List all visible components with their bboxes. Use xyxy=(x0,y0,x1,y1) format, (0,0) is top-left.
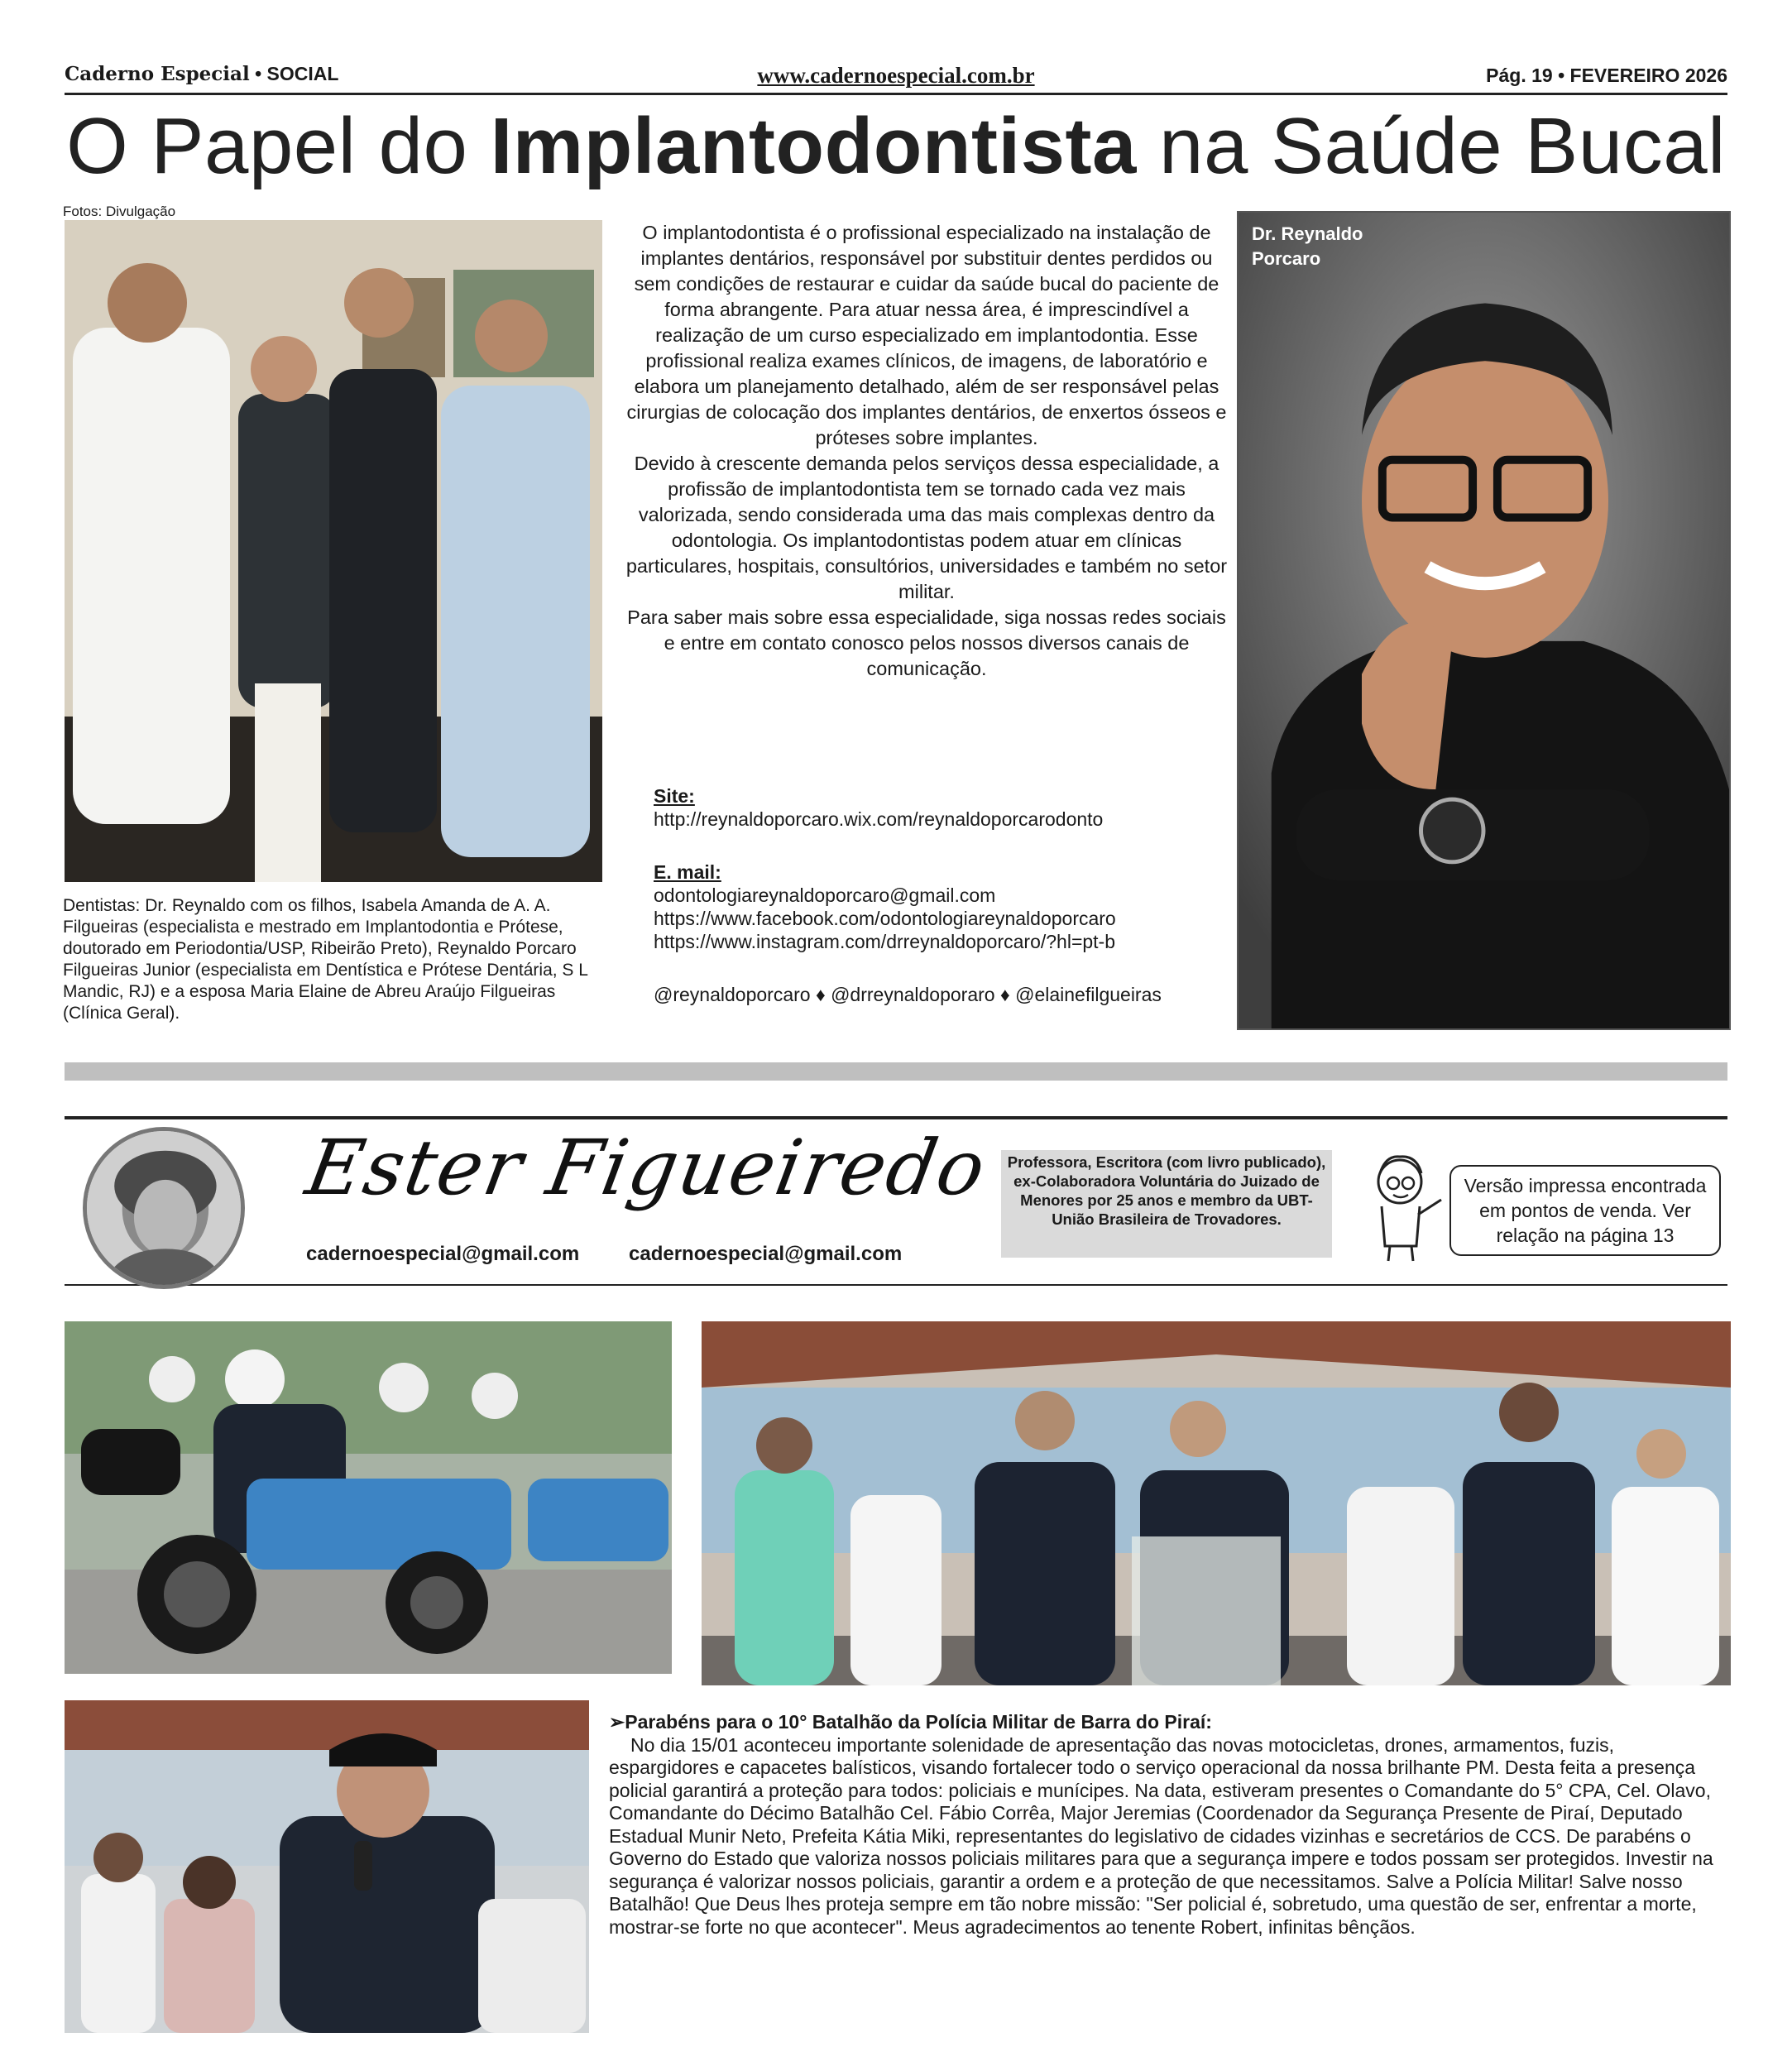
portrait-name: Dr. Reynaldo Porcaro xyxy=(1252,223,1363,269)
author-signature: Ester Figueiredo xyxy=(299,1124,994,1212)
family-photo xyxy=(65,220,602,882)
author-bio: Professora, Escritora (com livro publicado), ex-Colaboradora Voluntária do Juizado de Menores por 25 anos e membro da UBT-União Brasileira de Trovadores. xyxy=(1001,1150,1332,1258)
news-title: ➢Parabéns para o 10° Batalhão da Polícia Militar de Barra do Piraí: xyxy=(609,1711,1212,1733)
section-divider xyxy=(65,1062,1727,1081)
section-name: SOCIAL xyxy=(266,63,339,84)
ceremony-photo xyxy=(702,1321,1731,1685)
page-info: Pág. 19 • FEVEREIRO 2026 xyxy=(1486,65,1727,86)
brand-name: Caderno Especial xyxy=(65,63,250,85)
site-label: Site: xyxy=(654,785,695,807)
article-paragraph: O implantodontista é o profissional especializado na instalação de implantes dentários, responsável por substituir dentes perdidos ou sem condições de restaurar e cuidar da saúde bucal do paciente de forma abrangente. Para atuar nessa área, é imprescindível a realização de um curso especializado em implantodontia. Esse profissional realiza exames clínicos, de imagens, de laboratório e elabora um planejamento detalhado, além de ser responsável pelas cirurgias de colocação dos implantes dentários, de enxertos ósseos e próteses sobre implantes. xyxy=(626,222,1227,448)
column-rule-top xyxy=(65,1116,1727,1119)
reader-cartoon-icon xyxy=(1365,1148,1448,1264)
article-paragraph: Para saber mais sobre essa especialidade, siga nossas redes sociais e entre em contato conosco pelos nossos diversos canais de comunicação. xyxy=(627,606,1226,679)
author-avatar xyxy=(83,1127,245,1289)
email-label: E. mail: xyxy=(654,861,721,883)
photo-caption: Dentistas: Dr. Reynaldo com os filhos, Isabela Amanda de A. A. Filgueiras (especialista e mestrado em Implantodontia e Prótese, doutorado em Periodontia/USP, Ribeirão Preto), Reynaldo Porcaro Filgueiras Junior (especialista em Dentística e Prótese Dentária, S L Mandic, RJ) e a esposa Maria Elaine de Abreu Araújo Filgueiras (Clínica Geral). xyxy=(63,896,588,1023)
author-email-secondary[interactable]: cadernoespecial@gmail.com xyxy=(629,1243,903,1265)
news-article xyxy=(609,1711,1729,1939)
article-headline: O Papel do Implantodontista na Saúde Bucal xyxy=(66,102,1726,190)
social-handles: @reynaldoporcaro ♦ @drreynaldoporaro ♦ @elainefilgueiras xyxy=(654,984,1162,1005)
arrow-bullet-icon: ➢ xyxy=(609,1711,625,1733)
article-body xyxy=(622,220,1231,682)
photo-credit: Fotos: Divulgação xyxy=(63,204,176,219)
news-body: No dia 15/01 aconteceu importante solenidade de apresentação das novas motocicletas, drones, armamentos, fuzis, espargidores e capacetes balísticos, visando fortalecer todo o serviço operacional da nossa brilhante PM. Desta feita a presença policial garantirá a proteção para todos: policiais e munícipes. Na data, estiveram presentes o Comandante do 5° CPA, Cel. Olavo, Comandante do Décimo Batalhão Cel. Fábio Corrêa, Major Jeremias (Coordenador da Segurança Presente de Piraí, Deputado Estadual Munir Neto, Prefeita Kátia Miki, representantes do legislativo de cidades vizinhas e secretários de CCS. De parabéns o Governo do Estado que valoriza nossos policiais militares para que a segurança impere e todos possam ser protegidos. Investir na segurança é valorizar nossos policiais, garantir a ordem e a proteção de que necessitamos. Salve a Polícia Militar! Salve nosso Batalhão! Que Deus lhes proteja sempre em tão nobre missão: "Ser policial é, sobretudo, uma questão de ser, enfrentar a morte, mostrar-se forte no que acontecer". Meus agradecimentos ao tenente Robert, infinitas bênçãos. xyxy=(609,1733,1713,1938)
facebook-url[interactable]: https://www.facebook.com/odontologiareynaldoporcaro xyxy=(654,908,1116,929)
print-edition-notice: Versão impressa encontrada em pontos de venda. Ver relação na página 13 xyxy=(1449,1165,1721,1256)
header-rule xyxy=(65,93,1727,95)
column-rule-bottom xyxy=(65,1284,1727,1286)
contact-section xyxy=(654,860,1233,953)
site-url[interactable]: http://reynaldoporcaro.wix.com/reynaldoporcarodonto xyxy=(654,808,1104,830)
author-email[interactable]: cadernoespecial@gmail.com xyxy=(306,1243,580,1265)
motorcycles-photo xyxy=(65,1321,672,1674)
commander-photo xyxy=(65,1700,589,2033)
newspaper-section: Caderno Especial • SOCIAL xyxy=(65,63,339,85)
site-section xyxy=(654,784,1233,831)
instagram-url[interactable]: https://www.instagram.com/drreynaldoporcaro/?hl=pt-b xyxy=(654,931,1116,952)
article-paragraph: Devido à crescente demanda pelos serviços dessa especialidade, a profissão de implantodontista tem se tornado cada vez mais valorizada, sendo considerada uma das mais complexas dentro da odontologia. Os implantodontistas podem atuar em clínicas particulares, hospitais, consultórios, universidades e também no setor militar. xyxy=(625,453,1228,602)
portrait-photo xyxy=(1237,211,1731,1030)
email-address[interactable]: odontologiareynaldoporcaro@gmail.com xyxy=(654,884,996,906)
website-link[interactable]: www.cadernoespecial.com.br xyxy=(757,63,1035,88)
